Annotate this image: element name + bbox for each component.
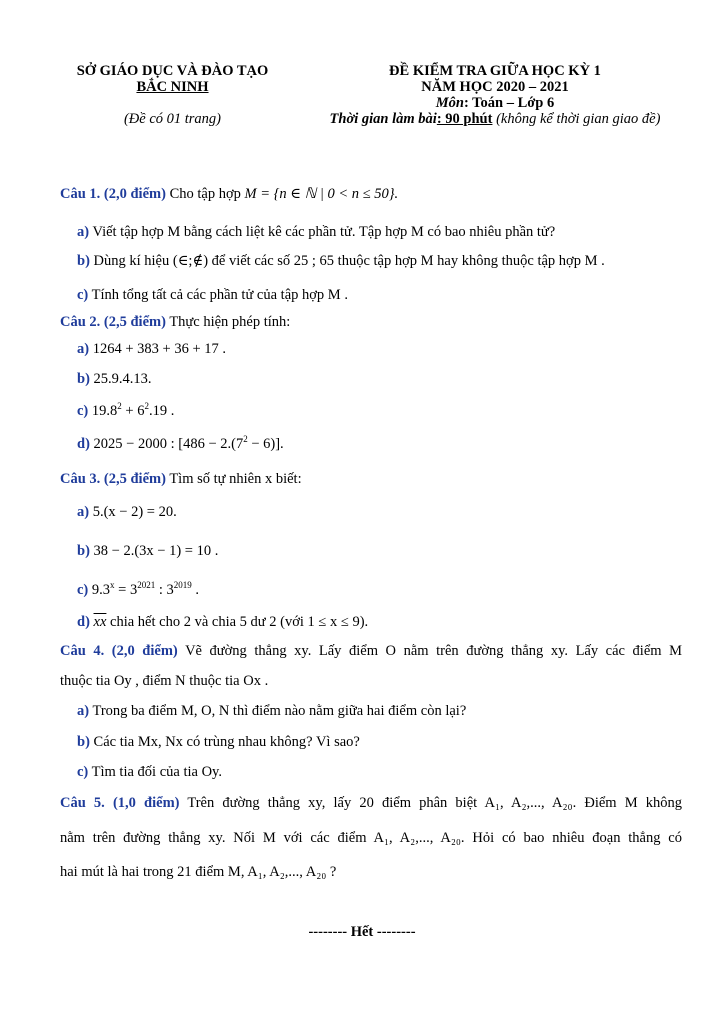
q4-intro-2: thuộc tia Oy , điểm N thuộc tia Ox .: [60, 673, 269, 689]
end-marker: -------- Hết --------: [308, 924, 416, 940]
q1-b: b) Dùng kí hiệu (∈;∉) để viết các số 25 ; 65 thuộc tập hợp M hay không thuộc tập hợp M .: [77, 253, 605, 269]
q4-title: Câu 4. (2,0 điểm): [60, 643, 178, 659]
header-left: [60, 63, 285, 127]
q3-d: d) $\overline{xx}$ chia hết cho 2 và chia 5 dư 2 (với 1 ≤ x ≤ 9).: [77, 614, 369, 630]
q2-a: a) 1264 + 383 + 36 + 17 .: [77, 341, 227, 357]
q2-title-line: Câu 2. (2,5 điểm) Thực hiện phép tính:: [60, 314, 291, 330]
time-line: Thời gian làm bài: 90 phút (không kể thời gian giao đề): [329, 111, 661, 127]
q1-title: Câu 1. (2,0 điểm): [60, 186, 166, 202]
q4-a: a) Trong ba điểm M, O, N thì điểm nào nằm giữa hai điểm còn lại?: [77, 703, 467, 719]
exam-title: ĐỀ KIỂM TRA GIỮA HỌC KỲ 1: [389, 63, 601, 79]
q1-title-line: Câu 1. (2,0 điểm) Cho tập hợp M = {n ∈ ℕ | 0 < n ≤ 50}.: [60, 186, 399, 202]
q4-b: b) Các tia Mx, Nx có trùng nhau không? Vì sao?: [77, 734, 360, 750]
q1-a: a) Viết tập hợp M bằng cách liệt kê các phần tử. Tập hợp M có bao nhiêu phần tử?: [77, 224, 556, 240]
department-name: SỞ GIÁO DỤC VÀ ĐÀO TẠO: [76, 63, 269, 79]
school-year: NĂM HỌC 2020 – 2021: [421, 79, 569, 95]
q2-c: c) $19.8^2 + 6^2.19$ .: [77, 401, 175, 419]
q5-line-1: Câu 5. (1,0 điểm) Trên đường thẳng xy, lấy 20 điểm phân biệt A₁, A₂,..., A₂₀. Điểm M không: [60, 795, 682, 811]
q4-c: c) Tìm tia đối của tia Oy.: [77, 764, 222, 780]
subject-line: Môn: Toán – Lớp 6: [435, 95, 555, 111]
q1-set-definition: M = {n ∈ ℕ | 0 < n ≤ 50}.: [244, 186, 399, 202]
q3-title-line: Câu 3. (2,5 điểm) Tìm số tự nhiên x biết:: [60, 471, 302, 487]
q2-b: b) 25.9.4.13.: [77, 371, 152, 387]
q2-title: Câu 2. (2,5 điểm): [60, 314, 166, 330]
q5-title: Câu 5. (1,0 điểm): [60, 795, 180, 811]
q5-line-3: hai mút là hai trong 21 điểm M, A₁, A₂,..., A₂₀ ?: [60, 864, 337, 880]
page-count-note: (Đề có 01 trang): [123, 111, 222, 127]
q5-line-2: nằm trên đường thẳng xy. Nối M với các điểm A₁, A₂,..., A₂₀. Hỏi có bao nhiêu đoạn thẳng có: [60, 830, 682, 846]
q3-a: a) 5.(x − 2) = 20.: [77, 504, 177, 520]
province-name: BẮC NINH: [136, 79, 209, 95]
q4-title-line: Câu 4. (2,0 điểm) Vẽ đường thẳng xy. Lấy điểm O nằm trên đường thẳng xy. Lấy các điểm M: [60, 643, 682, 659]
q1-c: c) Tính tổng tất cả các phần tử của tập hợp M .: [77, 287, 348, 303]
q3-title: Câu 3. (2,5 điểm): [60, 471, 166, 487]
q3-b: b) 38 − 2.(3x − 1) = 10 .: [77, 543, 219, 559]
q3-c: c) $9.3^x = 3^{2021}$ : $3^{2019}$ .: [77, 580, 199, 598]
q2-d: d) 2025 − 2000 : $[486 - 2.(7^2 - 6)]$.: [77, 434, 284, 452]
header-right: [300, 63, 690, 127]
